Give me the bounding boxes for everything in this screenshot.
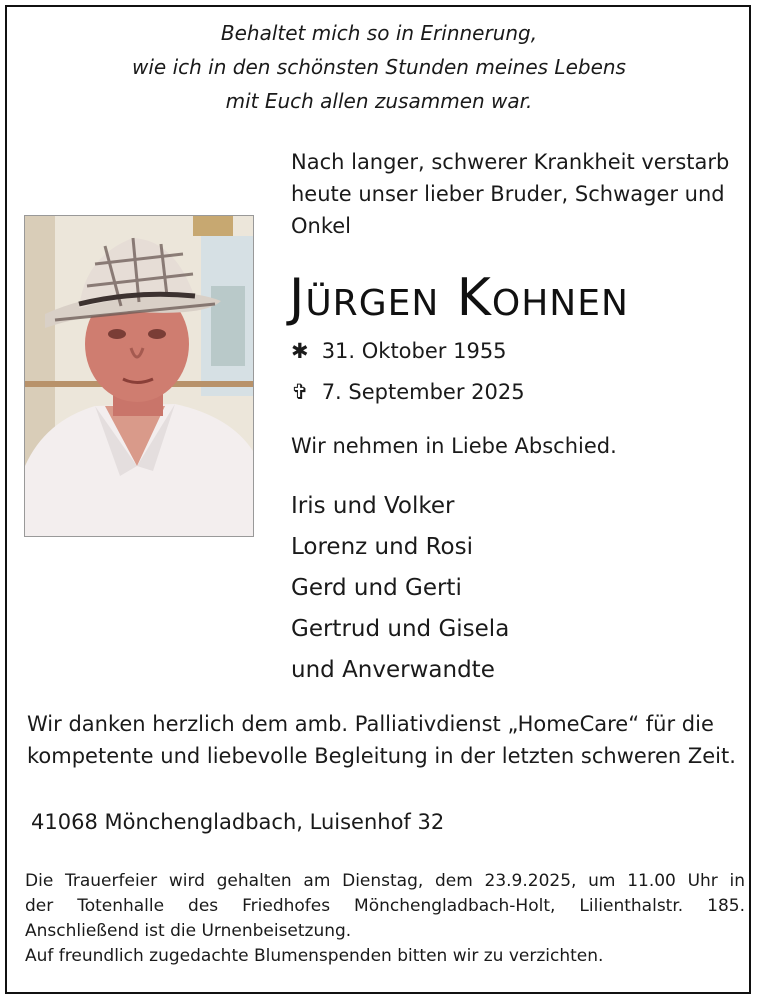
portrait-photo xyxy=(24,215,254,537)
intro-line: heute unser lieber Bruder, Schwager und xyxy=(291,182,725,206)
birth-date: 31. Oktober 1955 xyxy=(321,339,507,363)
death-date: 7. September 2025 xyxy=(321,380,525,404)
mourner-entry: Gertrud und Gisela xyxy=(291,616,510,642)
acknowledgement xyxy=(27,708,747,772)
funeral-details xyxy=(25,869,745,969)
mourner-entry: Lorenz und Rosi xyxy=(291,534,474,560)
intro-line: Onkel xyxy=(291,214,352,238)
memorial-quote xyxy=(0,16,758,118)
quote-line: wie ich in den schönsten Stunden meines Lebens xyxy=(132,55,626,79)
intro-line: Nach langer, schwerer Krankheit verstarb xyxy=(291,150,730,174)
death-date-row xyxy=(291,377,525,407)
ceremony-line: der Totenhalle des Friedhofes Mönchengladbach-Holt, Lilienthalstr. 185. xyxy=(25,896,745,916)
ceremony-line: Die Trauerfeier wird gehalten am Dienstag, dem 23.9.2025, um 11.00 Uhr in xyxy=(25,871,745,891)
ceremony-line: Auf freundlich zugedachte Blumenspenden bitten wir zu verzichten. xyxy=(25,946,604,966)
quote-line: mit Euch allen zusammen war. xyxy=(225,89,533,113)
thanks-line: kompetente und liebevolle Begleitung in der letzten schweren Zeit. xyxy=(27,744,736,768)
birth-date-row xyxy=(291,336,507,366)
mourner-entry: Iris und Volker xyxy=(291,493,455,519)
mourner-entry: Gerd und Gerti xyxy=(291,575,462,601)
farewell-text: Wir nehmen in Liebe Abschied. xyxy=(291,434,617,458)
family-address: 41068 Mönchengladbach, Luisenhof 32 xyxy=(31,810,445,834)
mourners-list xyxy=(291,486,509,691)
deceased-name: Jürgen Kohnen xyxy=(289,268,629,328)
cross-icon: ✞ xyxy=(291,380,309,404)
quote-line: Behaltet mich so in Erinnerung, xyxy=(220,21,538,45)
mourner-entry: und Anverwandte xyxy=(291,657,495,683)
thanks-line: Wir danken herzlich dem amb. Palliativdienst „HomeCare“ für die xyxy=(27,712,714,736)
star-icon: ✱ xyxy=(291,339,309,363)
death-announcement xyxy=(291,146,741,242)
ceremony-line: Anschließend ist die Urnenbeisetzung. xyxy=(25,921,352,941)
